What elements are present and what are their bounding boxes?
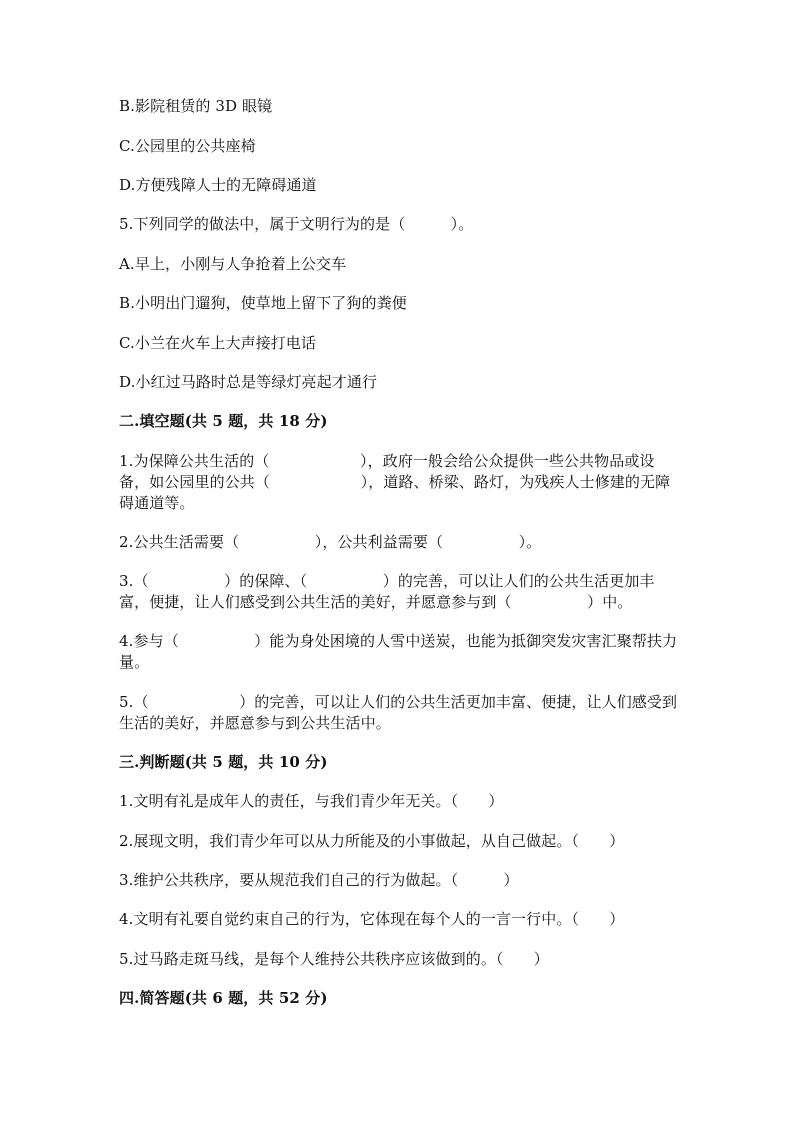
- option-d-accessible-passage: D.方便残障人士的无障碍通道: [119, 176, 317, 194]
- true-false-item-4: 4.文明有礼要自觉约束自己的行为，它体现在每个人的一言一行中。（ ）: [119, 910, 625, 928]
- question-5-stem: 5.下列同学的做法中，属于文明行为的是（ ）。: [119, 215, 474, 233]
- question-5-option-a: A.早上，小刚与人争抢着上公交车: [119, 255, 347, 273]
- option-b-3d-glasses: B.影院租赁的 3D 眼镜: [119, 97, 273, 115]
- true-false-item-2: 2.展现文明，我们青少年可以从力所能及的小事做起，从自己做起。（ ）: [119, 832, 625, 850]
- fill-blank-item-3: 3.（ ）的保障、（ ）的完善，可以让人们的公共生活更加丰富，便捷，让人们感受到公共生活的美好，并愿意参与到（ ）中。: [119, 572, 655, 611]
- question-5-option-d: D.小红过马路时总是等绿灯亮起才通行: [119, 373, 378, 391]
- fill-blank-item-1: 1.为保障公共生活的（ ），政府一般会给公众提供一些公共物品或设备，如公园里的公共（ ），道路、桥梁、路灯，为残疾人士修建的无障碍通道等。: [119, 452, 671, 512]
- option-c-park-bench: C.公园里的公共座椅: [119, 137, 256, 155]
- question-5-option-c: C.小兰在火车上大声接打电话: [119, 334, 317, 352]
- section-4-heading: 四.简答题(共 6 题，共 52 分): [119, 989, 328, 1007]
- fill-blank-item-5: 5.（ ）的完善，可以让人们的公共生活更加丰富、便捷，让人们感受到生活的美好，并愿意参与到公共生活中。: [119, 693, 678, 732]
- fill-blank-item-4: 4.参与（ ）能为身处困境的人雪中送炭，也能为抵御突发灾害汇聚帮扶力量。: [119, 632, 678, 671]
- question-5-option-b: B.小明出门遛狗，使草地上留下了狗的粪便: [119, 294, 407, 312]
- section-2-heading: 二.填空题(共 5 题，共 18 分): [119, 412, 328, 430]
- true-false-item-3: 3.维护公共秩序，要从规范我们自己的行为做起。（ ）: [119, 871, 519, 889]
- true-false-item-5: 5.过马路走斑马线，是每个人维持公共秩序应该做到的。（ ）: [119, 950, 549, 968]
- section-3-heading: 三.判断题(共 5 题，共 10 分): [119, 753, 328, 771]
- true-false-item-1: 1.文明有礼是成年人的责任，与我们青少年无关。（ ）: [119, 792, 504, 810]
- fill-blank-item-2: 2.公共生活需要（ ），公共利益需要（ ）。: [119, 533, 542, 551]
